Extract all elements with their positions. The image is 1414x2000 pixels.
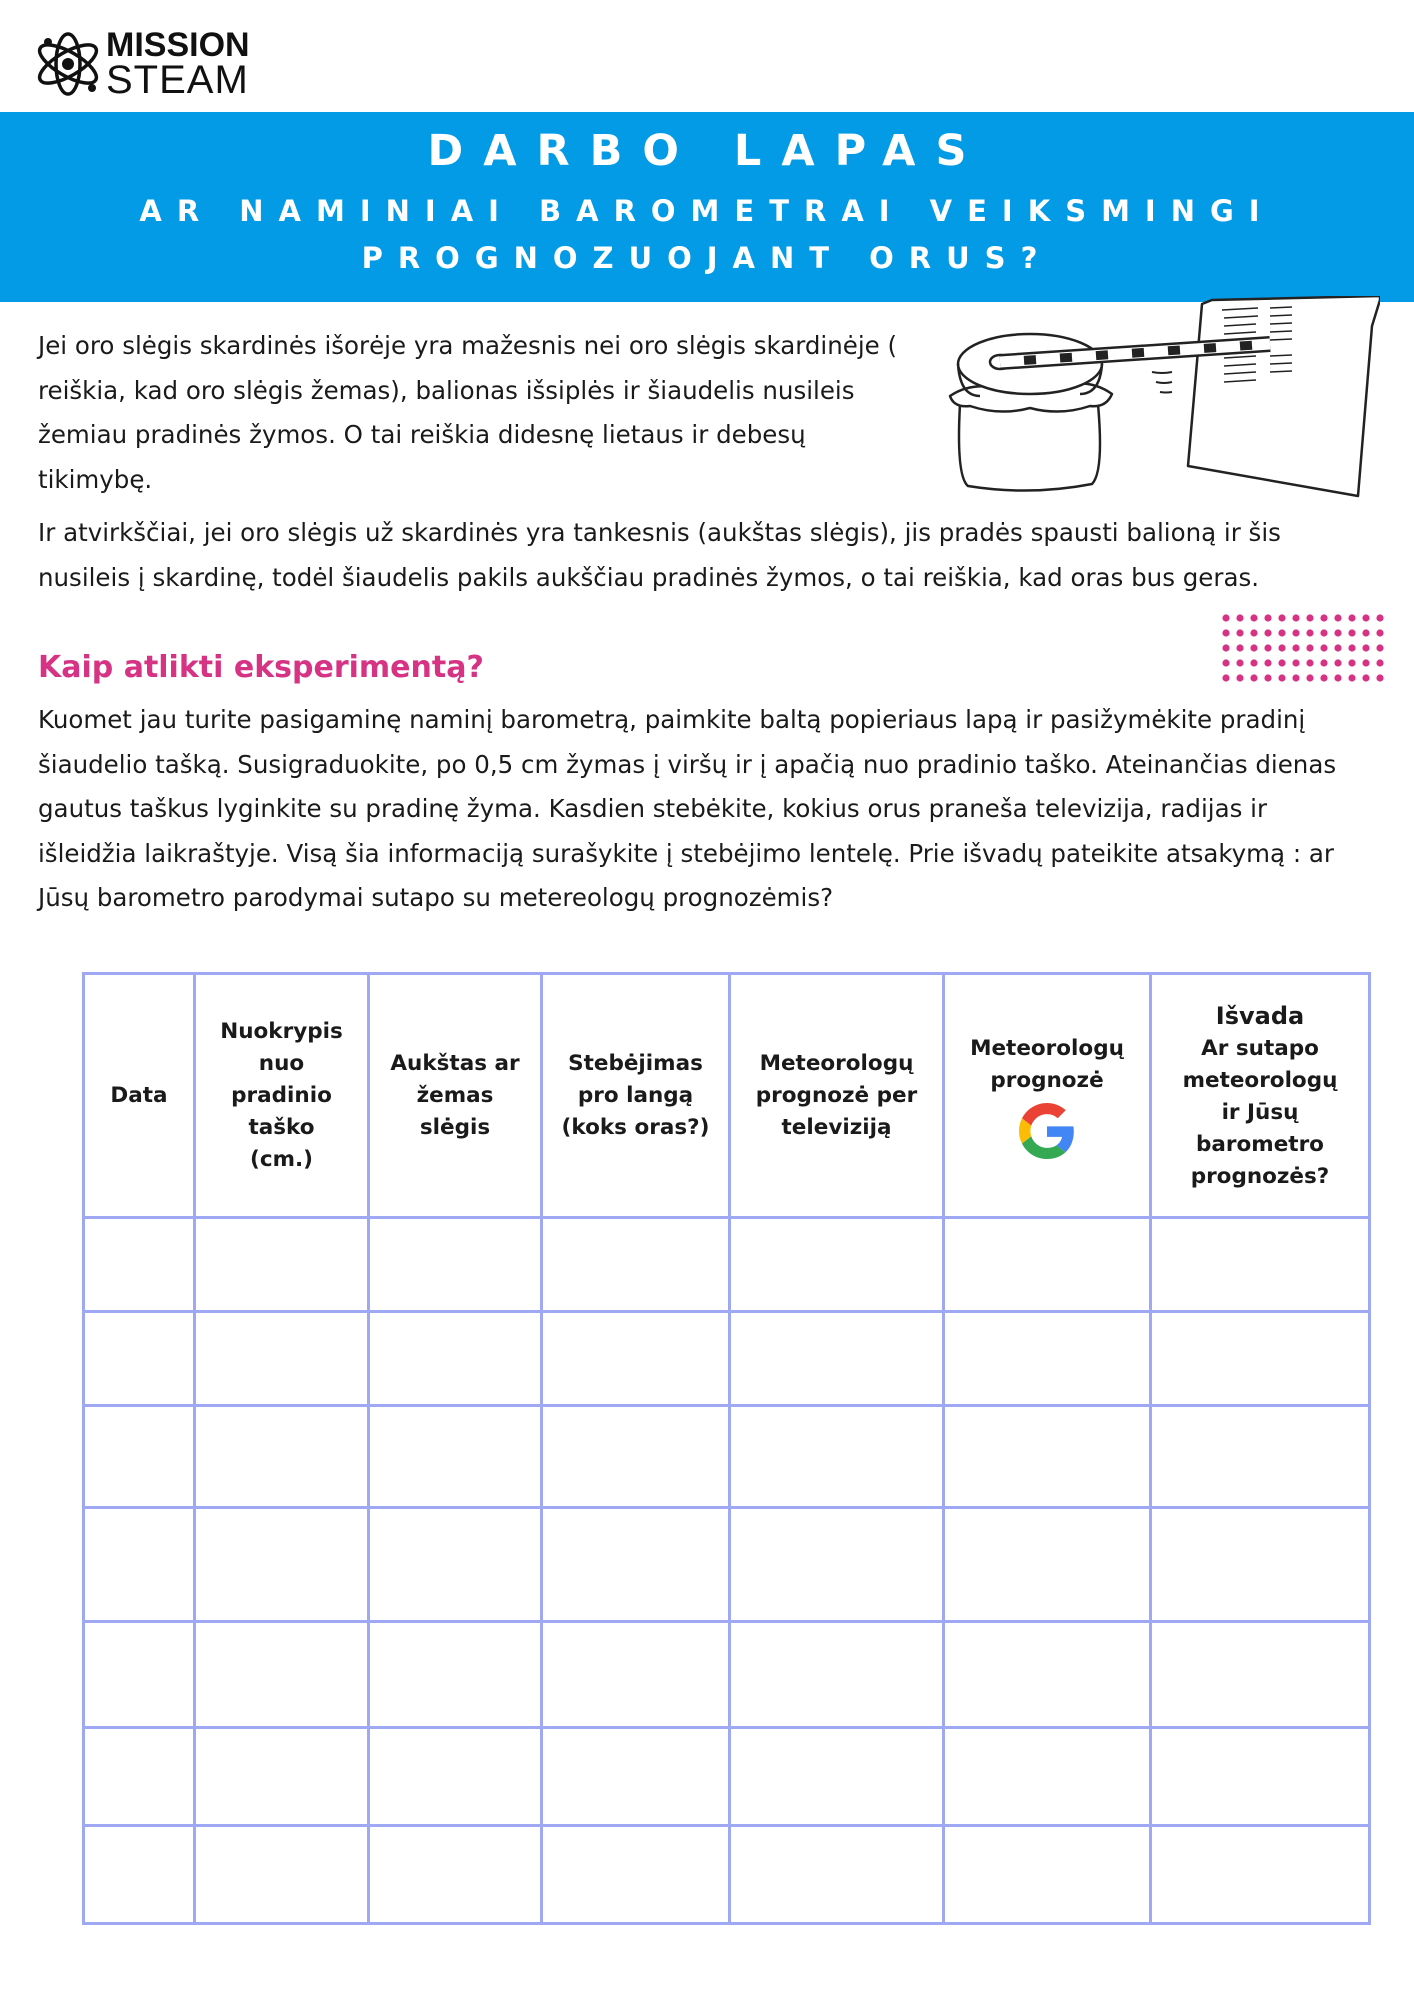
header-conclusion-line: barometro xyxy=(1196,1131,1324,1157)
experiment-heading: Kaip atlikti eksperimentą? xyxy=(38,650,484,685)
table-cell[interactable] xyxy=(195,1622,369,1728)
table-cell[interactable] xyxy=(84,1312,195,1406)
intro-paragraph-1: Jei oro slėgis skardinės išorėje yra mažesnis nei oro slėgis skardinėje ( reiškia, kad oro slėgis žemas), balionas išsiplės ir šiaudelis nusileis žemiau pradinės žymos. O tai reiškia didesnę lietaus ir debesų tikimybę. xyxy=(38,331,898,494)
table-cell[interactable] xyxy=(1151,1728,1370,1826)
table-cell[interactable] xyxy=(1151,1406,1370,1508)
header-conclusion-title: Išvada xyxy=(1215,1001,1305,1030)
decorative-dot xyxy=(1348,659,1355,666)
header-pressure-line: Aukštas ar xyxy=(390,1050,520,1076)
table-cell[interactable] xyxy=(369,1508,542,1622)
decorative-dot xyxy=(1334,674,1341,681)
table-cell[interactable] xyxy=(944,1508,1151,1622)
decorative-dot xyxy=(1376,629,1383,636)
table-cell[interactable] xyxy=(195,1312,369,1406)
jar-barometer-illustration xyxy=(940,296,1380,536)
table-cell[interactable] xyxy=(542,1622,730,1728)
table-cell[interactable] xyxy=(195,1826,369,1924)
table-row xyxy=(84,1508,1370,1622)
table-cell[interactable] xyxy=(84,1508,195,1622)
decorative-dot xyxy=(1348,629,1355,636)
header-google-line: prognozė xyxy=(990,1067,1104,1093)
table-cell[interactable] xyxy=(1151,1826,1370,1924)
table-cell[interactable] xyxy=(195,1218,369,1312)
decorative-dot xyxy=(1250,644,1257,651)
decorative-dot xyxy=(1306,629,1313,636)
decorative-dot xyxy=(1306,674,1313,681)
header-google-forecast xyxy=(944,974,1151,1218)
table-cell[interactable] xyxy=(944,1218,1151,1312)
table-cell[interactable] xyxy=(730,1622,944,1728)
decorative-dot xyxy=(1334,659,1341,666)
table-row xyxy=(84,1622,1370,1728)
decorative-dot xyxy=(1334,629,1341,636)
header-google-line: Meteorologų xyxy=(970,1035,1124,1061)
table-cell[interactable] xyxy=(542,1406,730,1508)
table-cell[interactable] xyxy=(195,1508,369,1622)
decorative-dot xyxy=(1278,644,1285,651)
decorative-dots xyxy=(1220,612,1390,684)
header-conclusion-line: Ar sutapo xyxy=(1201,1035,1319,1061)
table-cell[interactable] xyxy=(542,1728,730,1826)
table-row xyxy=(84,1728,1370,1826)
decorative-dot xyxy=(1320,614,1327,621)
table-cell[interactable] xyxy=(944,1406,1151,1508)
decorative-dot xyxy=(1264,614,1271,621)
decorative-dot xyxy=(1236,629,1243,636)
table-cell[interactable] xyxy=(944,1312,1151,1406)
decorative-dot xyxy=(1222,659,1229,666)
decorative-dot xyxy=(1320,674,1327,681)
decorative-dot xyxy=(1362,659,1369,666)
table-cell[interactable] xyxy=(84,1218,195,1312)
decorative-dot xyxy=(1306,659,1313,666)
decorative-dot xyxy=(1236,614,1243,621)
decorative-dot xyxy=(1334,644,1341,651)
table-cell[interactable] xyxy=(84,1406,195,1508)
decorative-dot xyxy=(1236,644,1243,651)
decorative-dot xyxy=(1348,644,1355,651)
header-observation-line: (koks oras?) xyxy=(561,1114,710,1140)
table-cell[interactable] xyxy=(1151,1312,1370,1406)
header-pressure-line: slėgis xyxy=(419,1114,491,1140)
decorative-dot xyxy=(1376,644,1383,651)
header-pressure xyxy=(369,974,542,1218)
table-cell[interactable] xyxy=(730,1728,944,1826)
logo-line1: MISSION xyxy=(106,26,250,64)
subtitle-line2: PROGNOZUOJANT ORUS? xyxy=(361,241,1053,275)
decorative-dot xyxy=(1320,644,1327,651)
table-cell[interactable] xyxy=(369,1312,542,1406)
table-cell[interactable] xyxy=(944,1728,1151,1826)
decorative-dot xyxy=(1376,674,1383,681)
decorative-dot xyxy=(1250,629,1257,636)
table-cell[interactable] xyxy=(542,1312,730,1406)
header-conclusion-line: meteorologų xyxy=(1182,1067,1338,1093)
header-deviation-line: (cm.) xyxy=(250,1146,313,1172)
title-banner xyxy=(0,112,1414,302)
experiment-instructions: Kuomet jau turite pasigaminę naminį barometrą, paimkite baltą popieriaus lapą ir pasižymėkite pradinį šiaudelio tašką. Susigraduokite, po 0,5 cm žymas į viršų ir į apačią nuo pradinio taško. Ateinančias dienas gautus taškus lyginkite su pradinę žyma. Kasdien stebėkite, kokius orus praneša televizija, radijas ir išleidžia laikraštyje. Visą šia informaciją surašykite į stebėjimo lentelę. Prie išvadų pateikite atsakymą : ar Jūsų barometro parodymai sutapo su metereologų prognozėmis? xyxy=(38,705,1337,912)
header-deviation-line: Nuokrypis xyxy=(220,1018,343,1044)
table-cell[interactable] xyxy=(369,1728,542,1826)
table-cell[interactable] xyxy=(195,1406,369,1508)
decorative-dot xyxy=(1250,674,1257,681)
decorative-dot xyxy=(1278,674,1285,681)
decorative-dot xyxy=(1222,644,1229,651)
decorative-dot xyxy=(1278,629,1285,636)
table-cell[interactable] xyxy=(542,1826,730,1924)
header-date xyxy=(84,974,195,1218)
table-cell[interactable] xyxy=(369,1622,542,1728)
table-cell[interactable] xyxy=(730,1508,944,1622)
decorative-dot xyxy=(1362,614,1369,621)
table-cell[interactable] xyxy=(1151,1622,1370,1728)
decorative-dot xyxy=(1292,629,1299,636)
table-cell[interactable] xyxy=(944,1826,1151,1924)
table-row xyxy=(84,1406,1370,1508)
header-conclusion xyxy=(1151,974,1370,1218)
table-cell[interactable] xyxy=(730,1312,944,1406)
decorative-dot xyxy=(1264,674,1271,681)
intro-paragraph-2: Ir atvirkščiai, jei oro slėgis už skardinės yra tankesnis (aukštas slėgis), jis pradės spausti balioną ir šis nusileis į skardinę, todėl šiaudelis pakils aukščiau pradinės žymos, o tai reiškia, kad oras bus geras. xyxy=(38,518,1281,592)
header-tv-line: Meteorologų xyxy=(759,1050,914,1076)
header-observation-line: pro langą xyxy=(577,1082,694,1108)
decorative-dot xyxy=(1362,674,1369,681)
google-g-icon xyxy=(1019,1103,1075,1159)
table-row xyxy=(84,1826,1370,1924)
table-cell[interactable] xyxy=(369,1218,542,1312)
decorative-dot xyxy=(1348,674,1355,681)
logo-line2: STEAM xyxy=(106,58,249,102)
decorative-dot xyxy=(1292,614,1299,621)
header-tv-forecast xyxy=(730,974,944,1218)
header-deviation-line: nuo xyxy=(258,1050,305,1076)
decorative-dot xyxy=(1320,629,1327,636)
header-date-text: Data xyxy=(110,1082,168,1108)
table-cell[interactable] xyxy=(730,1218,944,1312)
decorative-dot xyxy=(1376,614,1383,621)
header-pressure-line: žemas xyxy=(416,1082,494,1108)
header-observation xyxy=(542,974,730,1218)
table-cell[interactable] xyxy=(944,1622,1151,1728)
decorative-dot xyxy=(1362,644,1369,651)
mission-steam-logo xyxy=(34,24,274,104)
header-conclusion-line: prognozės? xyxy=(1190,1163,1330,1189)
decorative-dot xyxy=(1278,659,1285,666)
table-cell[interactable] xyxy=(730,1406,944,1508)
decorative-dot xyxy=(1222,629,1229,636)
table-cell[interactable] xyxy=(1151,1218,1370,1312)
decorative-dot xyxy=(1376,659,1383,666)
logo-wordmark xyxy=(106,28,250,100)
decorative-dot xyxy=(1292,644,1299,651)
decorative-dot xyxy=(1334,614,1341,621)
table-cell[interactable] xyxy=(84,1622,195,1728)
header-tv-line: televiziją xyxy=(781,1114,892,1140)
header-deviation-line: taško xyxy=(248,1114,315,1140)
decorative-dot xyxy=(1306,644,1313,651)
decorative-dot xyxy=(1222,674,1229,681)
decorative-dot xyxy=(1236,674,1243,681)
table-cell[interactable] xyxy=(730,1826,944,1924)
decorative-dot xyxy=(1278,614,1285,621)
worksheet-subtitle xyxy=(0,188,1414,282)
decorative-dot xyxy=(1236,659,1243,666)
decorative-dot xyxy=(1292,674,1299,681)
table-cell[interactable] xyxy=(369,1826,542,1924)
decorative-dot xyxy=(1348,614,1355,621)
decorative-dot xyxy=(1320,659,1327,666)
table-cell[interactable] xyxy=(84,1826,195,1924)
table-header-row xyxy=(84,974,1370,1218)
header-observation-line: Stebėjimas xyxy=(568,1050,703,1076)
table-cell[interactable] xyxy=(84,1728,195,1826)
worksheet-title: DARBO LAPAS xyxy=(427,126,987,176)
table-row xyxy=(84,1218,1370,1312)
decorative-dot xyxy=(1292,659,1299,666)
decorative-dot xyxy=(1264,629,1271,636)
table-cell[interactable] xyxy=(1151,1508,1370,1622)
decorative-dot xyxy=(1250,659,1257,666)
header-conclusion-line: ir Jūsų xyxy=(1221,1099,1299,1125)
observation-table xyxy=(82,972,1371,1925)
header-tv-line: prognozė per xyxy=(755,1082,918,1108)
decorative-dot xyxy=(1222,614,1229,621)
table-cell[interactable] xyxy=(542,1508,730,1622)
header-deviation xyxy=(195,974,369,1218)
table-cell[interactable] xyxy=(542,1218,730,1312)
decorative-dot xyxy=(1264,659,1271,666)
decorative-dot xyxy=(1306,614,1313,621)
header-deviation-line: pradinio xyxy=(231,1082,332,1108)
subtitle-line1: AR NAMINIAI BAROMETRAI VEIKSMINGI xyxy=(139,194,1275,228)
decorative-dot xyxy=(1264,644,1271,651)
table-cell[interactable] xyxy=(195,1728,369,1826)
decorative-dot xyxy=(1362,629,1369,636)
table-cell[interactable] xyxy=(369,1406,542,1508)
table-row xyxy=(84,1312,1370,1406)
atom-icon xyxy=(34,24,106,104)
decorative-dot xyxy=(1250,614,1257,621)
